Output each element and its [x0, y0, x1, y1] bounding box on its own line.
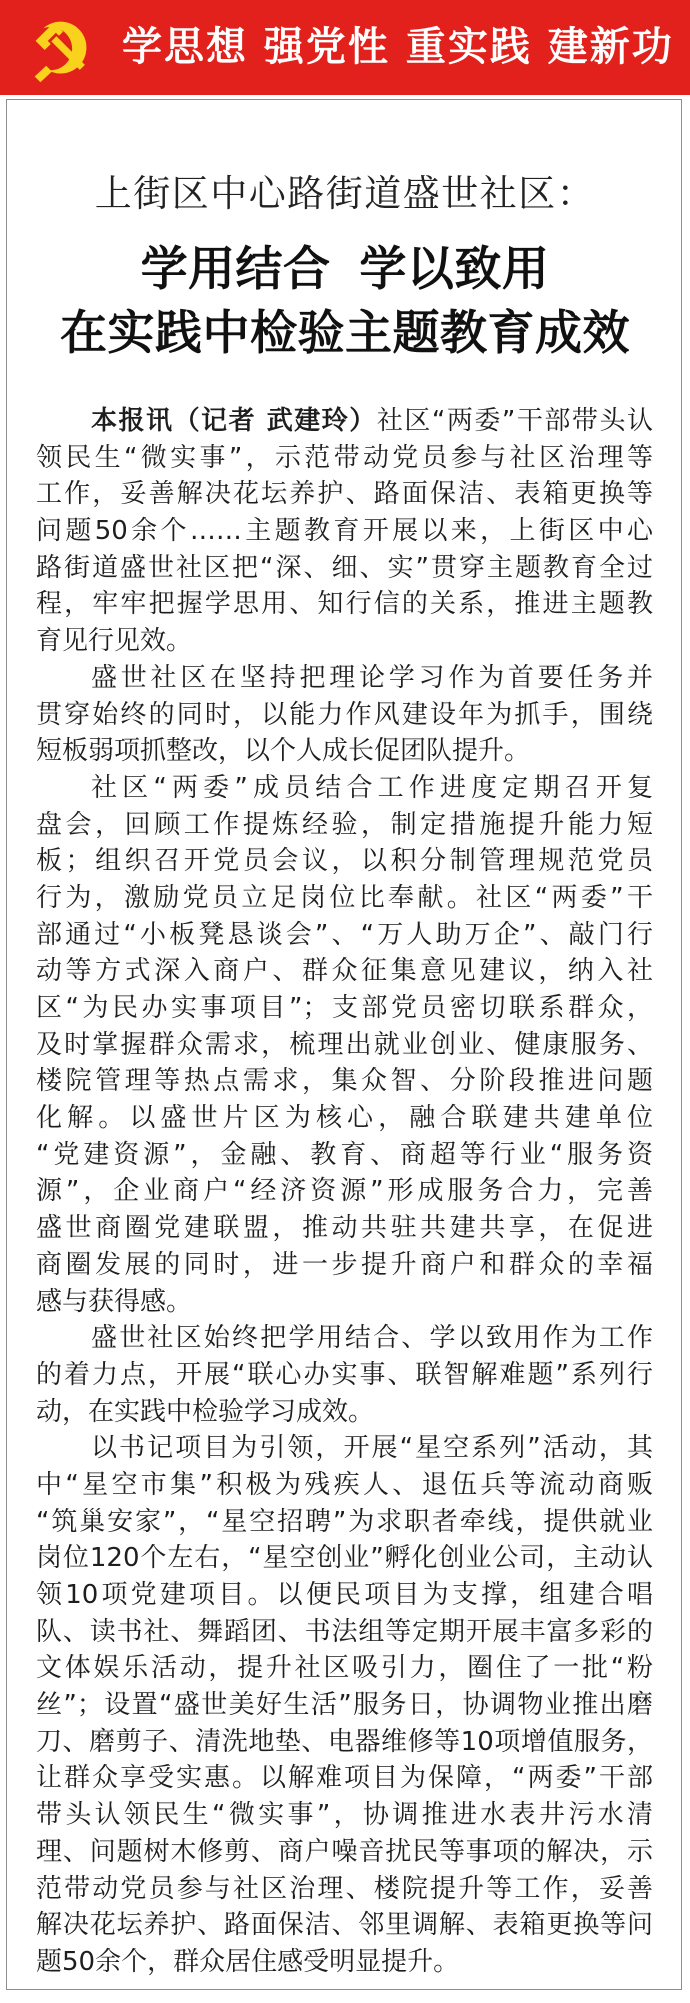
- body-line: 让群众享受实惠。以解难项目为保障，“两委”干部: [36, 1763, 653, 1794]
- body-line: 盛世商圈党建联盟，推动共驻共建共享，在促进: [36, 1213, 653, 1244]
- body-line: 队、读书社、舞蹈团、书法组等定期开展丰富多彩的: [36, 1616, 653, 1647]
- body-line: 刀、磨剪子、清洗地垫、电器维修等10项增值服务，: [36, 1726, 653, 1757]
- column-banner: [0, 0, 690, 95]
- body-line: 板；组织召开党员会议，以积分制管理规范党员: [36, 846, 653, 877]
- article-body: [36, 403, 653, 1981]
- body-line: 领民生“微实事”，示范带动党员参与社区治理等: [36, 442, 653, 473]
- body-line: 带头认领民生“微实事”，协调推进水表井污水清: [36, 1800, 653, 1831]
- body-line: 程，牢牢把握学思用、知行信的关系，推进主题教: [36, 589, 653, 620]
- body-line: 中“星空市集”积极为残疾人、退伍兵等流动商贩: [36, 1469, 653, 1500]
- body-line: 范带动党员参与社区治理、楼院提升等工作，妥善: [36, 1873, 653, 1904]
- paragraph: [36, 1320, 653, 1430]
- body-line: 盛世社区始终把学用结合、学以致用作为工作: [91, 1323, 653, 1354]
- paragraph: [36, 660, 653, 770]
- body-line: 问题50余个……主题教育开展以来，上街区中心: [36, 516, 653, 547]
- body-line: 行为，激励党员立足岗位比奉献。社区“两委”干: [36, 882, 653, 913]
- body-line: 丝”；设置“盛世美好生活”服务日，协调物业推出磨: [36, 1690, 653, 1721]
- kicker-title: 上街区中心路街道盛世社区：: [94, 172, 596, 215]
- body-line: 贯穿始终的同时，以能力作风建设年为抓手，围绕: [36, 699, 653, 730]
- body-line: 部通过“小板凳恳谈会”、“万人助万企”、敲门行: [36, 919, 653, 950]
- paragraph: [36, 403, 653, 660]
- paragraph: [36, 1430, 653, 1980]
- body-line: 工作，妥善解决花坛养护、路面保洁、表箱更换等: [36, 479, 653, 510]
- body-line: 动，在实践中检验学习成效。: [36, 1396, 375, 1427]
- body-line: 以书记项目为引领，开展“星空系列”活动，其: [91, 1433, 653, 1464]
- body-line: 题50余个，群众居住感受明显提升。: [36, 1946, 460, 1977]
- body-line: 盘会，回顾工作提炼经验，制定措施提升能力短: [36, 809, 653, 840]
- body-line: 岗位120个左右，“星空创业”孵化创业公司，主动认: [36, 1543, 653, 1574]
- body-line: “筑巢安家”，“星空招聘”为求职者牵线，提供就业: [36, 1506, 653, 1537]
- body-line: 感与获得感。: [36, 1286, 193, 1317]
- body-line: 盛世社区在坚持把理论学习作为首要任务并: [91, 662, 653, 693]
- hammer-and-sickle-icon: [26, 11, 98, 83]
- paragraph: [36, 770, 653, 1320]
- body-line: 路街道盛世社区把“深、细、实”贯穿主题教育全过: [36, 552, 653, 583]
- body-line: 育见行见效。: [36, 626, 193, 657]
- body-line: 的着力点，开展“联心办实事、联智解难题”系列行: [36, 1359, 653, 1390]
- body-line: 理、问题树木修剪、商户噪音扰民等事项的解决，示: [36, 1836, 653, 1867]
- headline-line-2: 在实践中检验主题教育成效: [60, 306, 630, 361]
- body-line: 楼院管理等热点需求，集众智、分阶段推进问题: [36, 1066, 653, 1097]
- body-line: 及时掌握群众需求，梳理出就业创业、健康服务、: [36, 1029, 653, 1060]
- body-line: 商圈发展的同时，进一步提升商户和群众的幸福: [36, 1249, 653, 1280]
- body-line: 化解。以盛世片区为核心，融合联建共建单位: [36, 1103, 653, 1134]
- body-line: 短板弱项抓整改，以个人成长促团队提升。: [36, 736, 531, 767]
- body-line: 文体娱乐活动，提升社区吸引力，圈住了一批“粉: [36, 1653, 653, 1684]
- body-line: [36, 403, 653, 440]
- body-line: 区“为民办实事项目”；支部党员密切联系群众，: [36, 993, 653, 1023]
- column-slogan: 学思想 强党性 重实践 建新功: [122, 24, 674, 70]
- byline-lead: 本报讯（记者 武建玲）: [91, 406, 377, 436]
- body-line: 动等方式深入商户、群众征集意见建议，纳入社: [36, 956, 653, 987]
- body-line: “党建资源”，金融、教育、商超等行业“服务资: [36, 1139, 653, 1170]
- body-line: 领10项党建项目。以便民项目为支撑，组建合唱: [36, 1580, 653, 1610]
- body-line: 解决花坛养护、路面保洁、邻里调解、表箱更换等问: [36, 1910, 653, 1941]
- headline-line-1: 学用结合 学以致用: [140, 242, 550, 297]
- body-line: 社区“两委”成员结合工作进度定期召开复: [91, 772, 653, 803]
- body-line: 源”，企业商户“经济资源”形成服务合力，完善: [36, 1176, 653, 1207]
- body-line-text: 社区“两委”干部带头认: [376, 406, 653, 436]
